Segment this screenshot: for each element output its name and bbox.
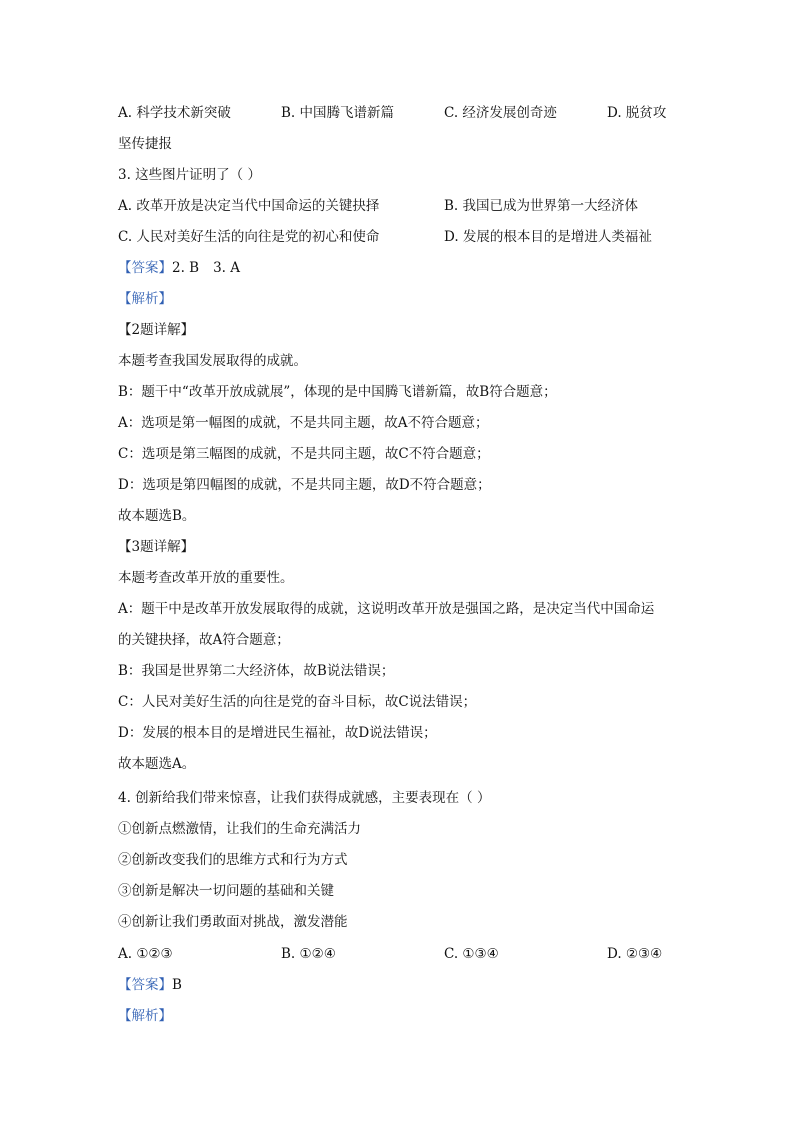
detail2-line: 本题考查我国发展取得的成就。	[118, 353, 307, 369]
answer-q3: 3. A	[213, 260, 241, 276]
q4-item: ①创新点燃激情，让我们的生命充满活力	[118, 821, 361, 837]
q3-option-a: A. 改革开放是决定当代中国命运的关键抉择	[118, 198, 380, 214]
q3-option-c: C. 人民对美好生活的向往是党的初心和使命	[118, 229, 380, 245]
detail2-line: C：选项是第三幅图的成就，不是共同主题，故C不符合题意；	[118, 446, 490, 462]
q3-option-d: D. 发展的根本目的是增进人类福祉	[444, 229, 652, 245]
q4-option-a: A. ①②③	[118, 946, 173, 962]
detail2-line: B：题干中“改革开放成就展”，体现的是中国腾飞谱新篇，故B符合题意；	[118, 384, 557, 400]
detail2-heading: 【2题详解】	[118, 322, 195, 338]
detail2-line: 故本题选B。	[118, 508, 196, 524]
answer-line-1	[118, 259, 240, 277]
answer-tag: 【答案】	[118, 977, 172, 993]
q2-option-c: C. 经济发展创奇迹	[444, 105, 557, 121]
q4-option-c: C. ①③④	[444, 946, 499, 962]
q2-option-b: B. 中国腾飞谱新篇	[281, 105, 395, 121]
detail3-line: B：我国是世界第二大经济体，故B说法错误；	[118, 663, 395, 679]
answer-q2: 2. B	[172, 260, 200, 276]
q2-option-a: A. 科学技术新突破	[118, 105, 231, 121]
detail3-line: 的关键抉择，故A符合题意；	[118, 632, 290, 648]
detail3-line: A：题干中是改革开放发展取得的成就，这说明改革开放是强国之路，是决定当代中国命运	[118, 601, 655, 617]
q3-option-b: B. 我国已成为世界第一大经济体	[444, 198, 639, 214]
detail3-line: C：人民对美好生活的向往是党的奋斗目标，故C说法错误；	[118, 694, 477, 710]
q4-item: ②创新改变我们的思维方式和行为方式	[118, 852, 348, 868]
q2-option-d-continued: 坚传捷报	[118, 136, 172, 152]
detail2-line: A：选项是第一幅图的成就，不是共同主题，故A不符合题意；	[118, 415, 489, 431]
q4-option-b: B. ①②④	[281, 946, 336, 962]
q4-item: ③创新是解决一切问题的基础和关键	[118, 883, 334, 899]
q4-option-d: D. ②③④	[607, 946, 663, 962]
detail2-line: D：选项是第四幅图的成就，不是共同主题，故D不符合题意；	[118, 477, 491, 493]
analysis-label-2: 【解析】	[118, 1008, 172, 1024]
answer-line-2	[118, 976, 182, 994]
q4-item: ④创新让我们勇敢面对挑战，激发潜能	[118, 914, 348, 930]
answer-tag: 【答案】	[118, 260, 172, 276]
detail3-line: D：发展的根本目的是增进民生福祉，故D说法错误；	[118, 725, 437, 741]
detail3-line: 故本题选A。	[118, 756, 196, 772]
q3-stem: 3. 这些图片证明了（ ）	[118, 167, 261, 183]
answer-q4: B	[172, 977, 182, 993]
q4-stem: 4. 创新给我们带来惊喜，让我们获得成就感，主要表现在（ ）	[118, 790, 491, 806]
q2-option-d: D. 脱贫攻	[607, 105, 667, 121]
detail3-line: 本题考查改革开放的重要性。	[118, 570, 294, 586]
detail3-heading: 【3题详解】	[118, 539, 195, 555]
analysis-label: 【解析】	[118, 291, 172, 307]
